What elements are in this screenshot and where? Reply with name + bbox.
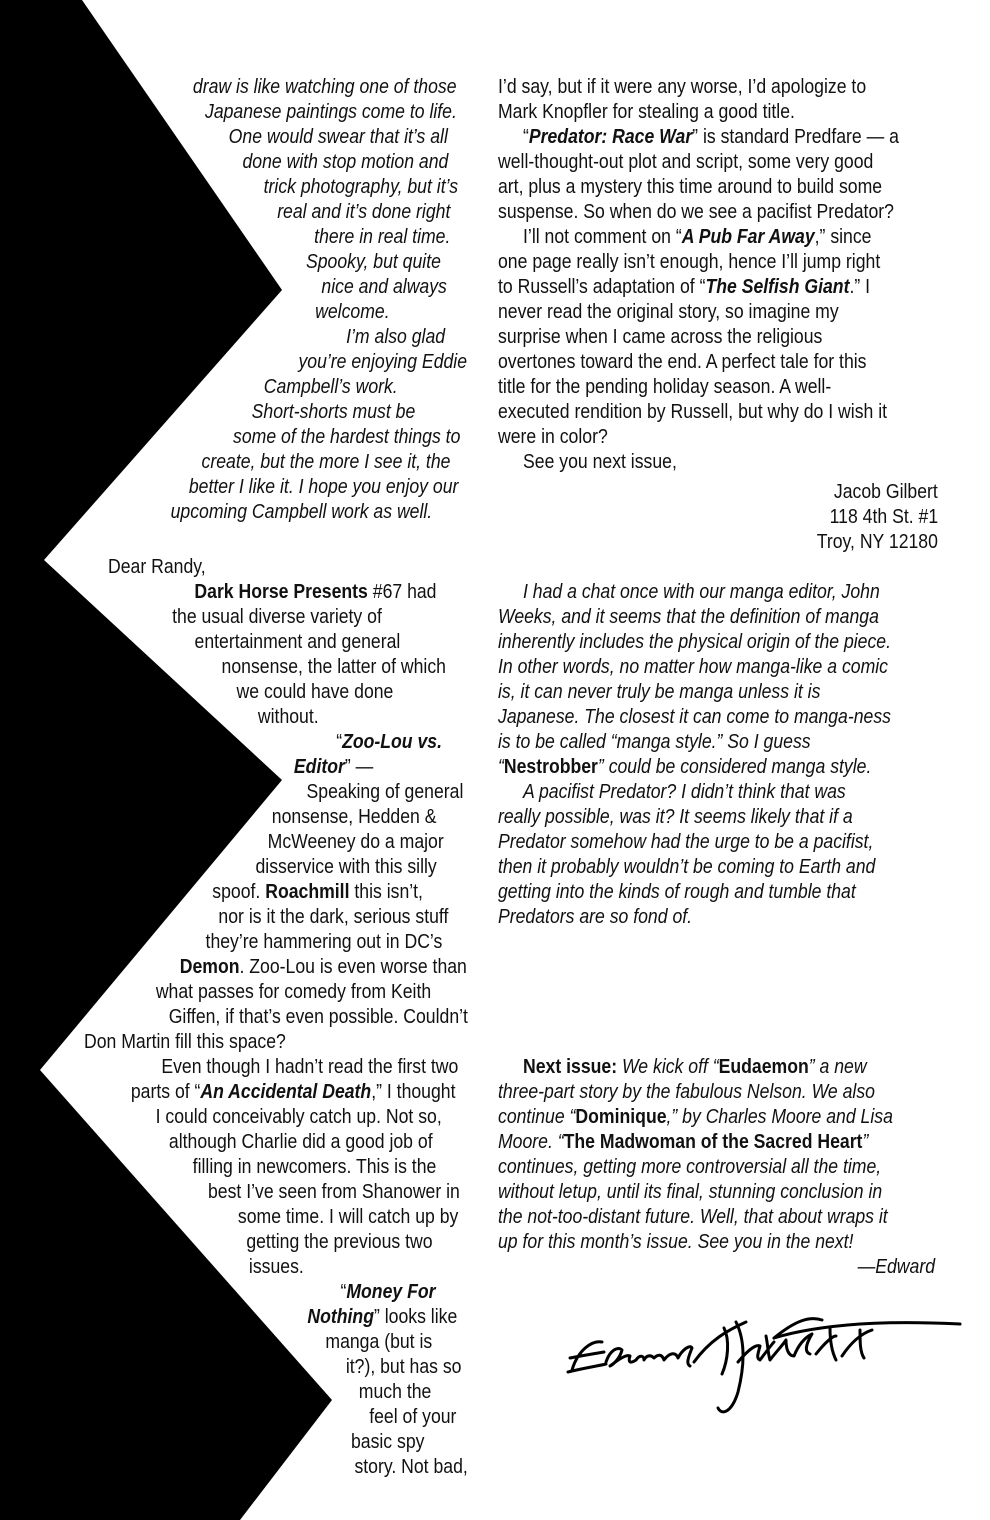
letter-line: “Predator: Race War” is standard Predfare — a — [523, 125, 899, 148]
reply1-line: you’re enjoying Eddie — [298, 350, 467, 373]
reply1-line: I’m also glad — [346, 325, 445, 348]
reply1-line: real and it’s done right — [276, 200, 450, 223]
letter-line: Even though I hadn’t read the first two — [161, 1055, 458, 1078]
reply2-line: Predators are so fond of. — [498, 905, 693, 928]
letter-line: Dark Horse Presents #67 had — [193, 580, 436, 603]
editor-byline: —Edward — [857, 1255, 935, 1278]
salutation: Dear Randy, — [108, 555, 206, 578]
letter-line: never read the original story, so imagine my — [498, 300, 839, 323]
reply1-line: Japanese paintings come to life. — [205, 100, 457, 123]
letter-line: some time. I will catch up by — [237, 1205, 458, 1228]
letter-line: were in color? — [498, 425, 608, 448]
reply1-line: done with stop motion and — [242, 150, 448, 173]
next-issue-line: up for this month’s issue. See you in the next! — [498, 1230, 854, 1253]
letter-line: they’re hammering out in DC’s — [205, 930, 442, 953]
signoff-city: Troy, NY 12180 — [816, 530, 938, 553]
signoff-address: 118 4th St. #1 — [829, 505, 938, 528]
reply1-line: Short-shorts must be — [251, 400, 415, 423]
letter-line: feel of your — [368, 1405, 456, 1428]
reply2-line: “Nestrobber” could be considered manga style. — [498, 755, 872, 778]
reply2-line: is to be called “manga style.” So I guess — [498, 730, 811, 753]
letter-line: issues. — [249, 1255, 304, 1278]
reply2-line: A pacifist Predator? I didn’t think that was — [523, 780, 846, 803]
letter-line: best I’ve seen from Shanower in — [208, 1180, 460, 1203]
letter-line: executed rendition by Russell, but why do I wish it — [498, 400, 888, 423]
reply2-line: Predator somehow had the urge to be a pacifist, — [498, 830, 874, 853]
next-issue-line: continues, getting more controversial all the time, — [498, 1155, 882, 1178]
letter-line: spoof. Roachmill this isn’t, — [212, 880, 423, 903]
reply1-line: upcoming Campbell work as well. — [170, 500, 432, 523]
letter-line: the usual diverse variety of — [172, 605, 382, 628]
next-issue-line: Next issue: We kick off “Eudaemon” a new — [523, 1055, 867, 1078]
reply1-line: Campbell’s work. — [264, 375, 398, 398]
reply1-line: trick photography, but it’s — [263, 175, 458, 198]
reply1-line: draw is like watching one of those — [193, 75, 457, 98]
reply1-line: create, but the more I see it, the — [201, 450, 450, 473]
reply2-line: Weeks, and it seems that the definition of manga — [498, 605, 879, 628]
letter-line: Speaking of general — [306, 780, 463, 803]
letter-line: art, plus a mystery this time around to build some — [498, 175, 883, 198]
letter-line: what passes for comedy from Keith — [155, 980, 431, 1003]
letter-line: Giffen, if that’s even possible. Couldn’t — [168, 1005, 468, 1028]
letter-line: much the — [358, 1380, 431, 1403]
letter-line: to Russell’s adaptation of “The Selfish Giant.” I — [498, 275, 871, 298]
letter-line: suspense. So when do we see a pacifist Predator? — [498, 200, 894, 223]
letter-line: story. Not bad, — [354, 1455, 468, 1478]
letter-line: parts of “An Accidental Death,” I thought — [130, 1080, 455, 1103]
next-issue-line: the not-too-distant future. Well, that about wraps it — [498, 1205, 888, 1228]
letter-line: it?), but has so — [345, 1355, 461, 1378]
reply1-line: nice and always — [321, 275, 447, 298]
letter-line: I could conceivably catch up. Not so, — [155, 1105, 442, 1128]
letter-line: Nothing” looks like — [307, 1305, 457, 1328]
letter-line: well-thought-out plot and script, some very good — [498, 150, 874, 173]
reply2-line: really possible, was it? It seems likely that if a — [498, 805, 853, 828]
letter-line: getting the previous two — [246, 1230, 433, 1253]
signoff-name: Jacob Gilbert — [834, 480, 938, 503]
letter-line: surprise when I came across the religious — [498, 325, 823, 348]
letter-line: See you next issue, — [523, 450, 677, 473]
reply2-line: In other words, no matter how manga-like a comic — [498, 655, 888, 678]
reply1-line: there in real time. — [313, 225, 450, 248]
next-issue-line: without letup, until its final, stunning conclusion in — [498, 1180, 883, 1203]
editor-signature — [560, 1300, 970, 1430]
letter-line: without. — [258, 705, 319, 728]
letter-line: overtones toward the end. A perfect tale for this — [498, 350, 867, 373]
next-issue-line: Moore. “The Madwoman of the Sacred Heart” — [498, 1130, 869, 1153]
reply1-line: One would swear that it’s all — [228, 125, 448, 148]
letter-line: nonsense, the latter of which — [221, 655, 446, 678]
reply2-line: is, it can never truly be manga unless it is — [498, 680, 821, 703]
reply2-line: I had a chat once with our manga editor, John — [523, 580, 880, 603]
letter-line: basic spy — [350, 1430, 424, 1453]
letter-line: Don Martin fill this space? — [84, 1030, 286, 1053]
letter-line: one page really isn’t enough, hence I’ll jump right — [498, 250, 881, 273]
reply2-line: inherently includes the physical origin of the piece. — [498, 630, 891, 653]
next-issue-line: continue “Dominique,” by Charles Moore and Lisa — [498, 1105, 893, 1128]
letter-line: nor is it the dark, serious stuff — [218, 905, 448, 928]
reply1-line: Spooky, but quite — [306, 250, 441, 273]
letter-line: Mark Knopfler for stealing a good title. — [498, 100, 795, 123]
reply1-line: some of the hardest things to — [232, 425, 460, 448]
reply2-line: then it probably wouldn’t be coming to Earth and — [498, 855, 876, 878]
letter-line: “Zoo-Lou vs. — [336, 730, 442, 753]
letter-line: McWeeney do a major — [267, 830, 444, 853]
reply2-line: Japanese. The closest it can come to manga-ness — [498, 705, 891, 728]
next-issue-line: three-part story by the fabulous Nelson. We also — [498, 1080, 875, 1103]
letter-line: manga (but is — [325, 1330, 432, 1353]
reply2-line: getting into the kinds of rough and tumble that — [498, 880, 856, 903]
reply1-line: welcome. — [315, 300, 390, 323]
letter-line: entertainment and general — [194, 630, 400, 653]
letter-line: Demon. Zoo-Lou is even worse than — [179, 955, 467, 978]
letter-line: Editor” — — [293, 755, 373, 778]
letter-line: filling in newcomers. This is the — [192, 1155, 436, 1178]
letter-line: disservice with this silly — [255, 855, 437, 878]
reply1-line: better I like it. I hope you enjoy our — [188, 475, 458, 498]
letter-line: nonsense, Hedden & — [271, 805, 436, 828]
letter-line: although Charlie did a good job of — [169, 1130, 433, 1153]
letter-line: “Money For — [339, 1280, 435, 1303]
letter-line: title for the pending holiday season. A well- — [498, 375, 832, 398]
letter-line: I’d say, but if it were any worse, I’d apologize to — [498, 75, 867, 98]
letter-line: I’ll not comment on “A Pub Far Away,” since — [523, 225, 872, 248]
letter-line: we could have done — [236, 680, 393, 703]
